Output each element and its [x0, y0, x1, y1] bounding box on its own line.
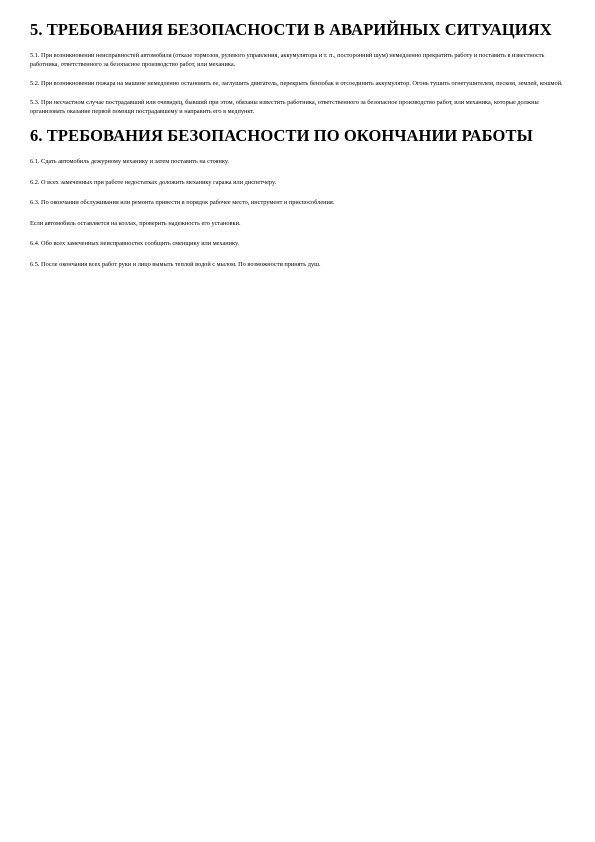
paragraph-5-1: 5.1. При возникновении неисправностей автомобиля (отказе тормозов, рулевого управления, аккумулятора и т. п., посторонний шум) немедленно прекратить работу и поставить в известность работника, ответственного за безопасное производство работ, или механика. [30, 52, 545, 68]
section-end-of-work [30, 126, 565, 269]
section-6-title: 6. ТРЕБОВАНИЯ БЕЗОПАСНОСТИ ПО ОКОНЧАНИИ РАБОТЫ [30, 126, 533, 145]
document-page [30, 20, 565, 280]
paragraph-6-5: 6.5. После окончания всех работ руки и лицо вымыть теплой водой с мылом. По возможности принять душ. [30, 260, 321, 268]
paragraph-6-1: 6.1. Сдать автомобиль дежурному механику и затем поставить на стоянку. [30, 158, 229, 165]
paragraph-6-3: 6.3. По окончании обслуживания или ремонта привести в порядок рабочее место, инструмент и приспособления. [30, 199, 335, 206]
paragraph-6-4: 6.4. Обо всех замеченных неисправностях сообщить сменщику или механику. [30, 240, 240, 247]
paragraph-6-2: 6.2. О всех замеченных при работе недостатках доложить механику гаража или диспетчеру. [30, 178, 277, 186]
paragraph-5-3: 5.3. При несчастном случае пострадавший или очевидец, бывший при этом, обязаны известить работника, ответственного за безопасное производство работ, или механика, которые должны организовать оказание первой помощи пострадавшему и направить его в медпункт. [30, 99, 539, 115]
paragraph-6-3-note: Если автомобиль оставляется на козлах, проверить надежность его установки. [30, 219, 241, 227]
section-emergency [30, 20, 565, 116]
paragraph-5-2: 5.2. При возникновении пожара на машине немедленно остановить ее, заглушить двигатель, перекрыть бензобак и отсоединить аккумулятор. Огонь тушить огнетушителем, песком, землей, кошмой. [30, 80, 563, 87]
section-5-title: 5. ТРЕБОВАНИЯ БЕЗОПАСНОСТИ В АВАРИЙНЫХ СИТУАЦИЯХ [30, 20, 552, 39]
